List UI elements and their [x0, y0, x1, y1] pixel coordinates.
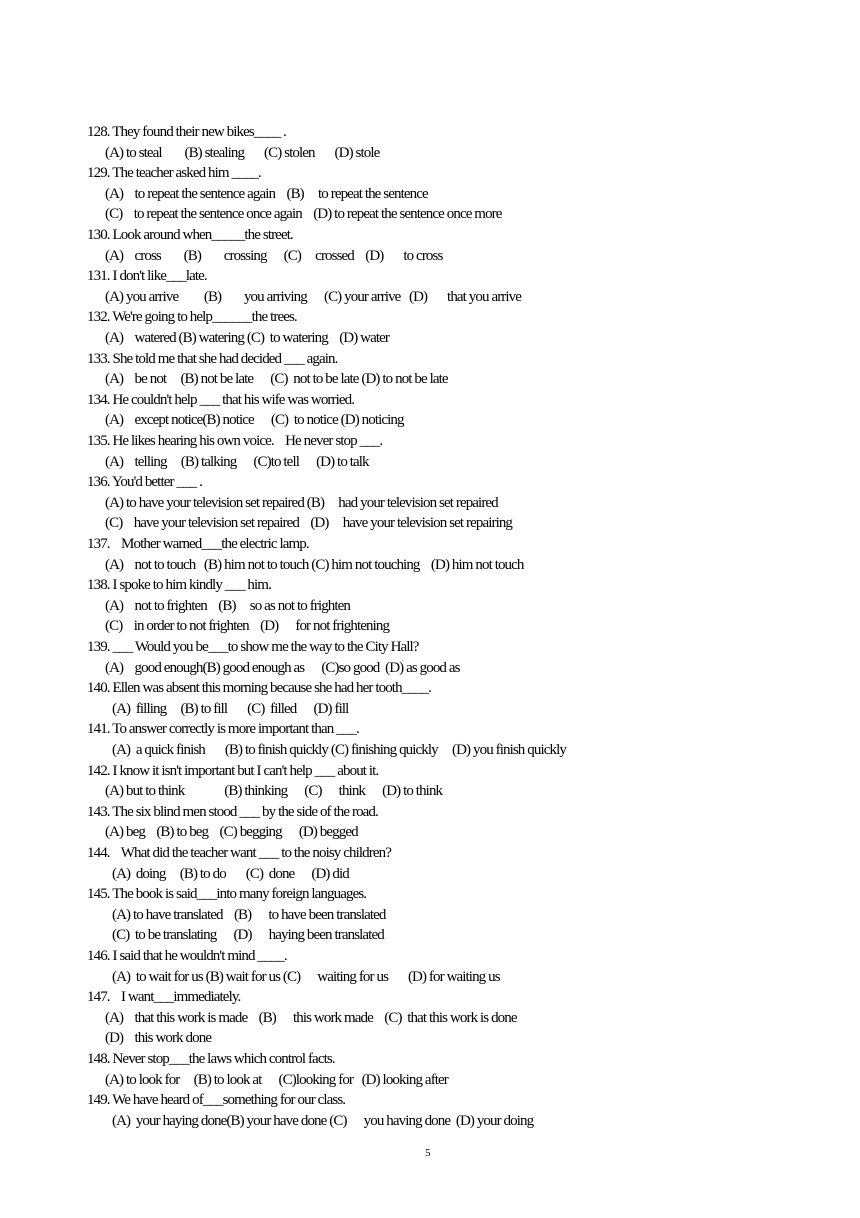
- answer-options: (A) to wait for us (B) wait for us (C) waiting for us (D) for waiting us: [112, 968, 500, 985]
- answer-options: (A) doing (B) to do (C) done (D) did: [112, 865, 349, 882]
- answer-options: (C) to be translating (D) haying been translated: [112, 927, 384, 944]
- question-stem: 128. They found their new bikes____ .: [87, 124, 286, 140]
- answer-options: (A) to steal (B) stealing (C) stolen (D) stole: [105, 144, 380, 161]
- question-stem: 148. Never stop___the laws which control facts.: [87, 1051, 335, 1067]
- answer-options: (A) telling (B) talking (C)to tell (D) to talk: [105, 453, 369, 470]
- answer-options: (A) watered (B) watering (C) to watering (D) water: [105, 330, 389, 346]
- question-stem: 132. We're going to help______the trees.: [87, 309, 297, 326]
- question-stem: 141. To answer correctly is more important than ___.: [87, 721, 359, 738]
- answer-options: (A) not to frighten (B) so as not to frighten: [105, 597, 351, 614]
- question-stem: 142. I know it isn't important but I can't help ___ about it.: [87, 762, 379, 779]
- answer-options: (A) to have your television set repaired (B) had your television set repaired: [105, 494, 498, 511]
- question-stem: 144. What did the teacher want ___ to the noisy children?: [87, 845, 391, 861]
- answer-options: (C) to repeat the sentence once again (D) to repeat the sentence once more: [105, 206, 502, 223]
- answer-options: (A) not to touch (B) him not to touch (C) him not touching (D) him not touch: [105, 556, 524, 573]
- answer-options: (A) except notice(B) notice (C) to notice (D) noticing: [105, 412, 404, 429]
- question-stem: 131. I don't like___late.: [87, 268, 207, 285]
- answer-options: (D) this work done: [105, 1030, 212, 1047]
- question-stem: 145. The book is said___into many foreign languages.: [87, 886, 367, 903]
- answer-options: (A) your haying done(B) your have done (C) you having done (D) your doing: [112, 1112, 534, 1129]
- answer-options: (A) a quick finish (B) to finish quickly (C) finishing quickly (D) you finish quickly: [112, 742, 566, 758]
- question-stem: 130. Look around when_____the street.: [87, 227, 293, 243]
- answer-options: (A) you arrive (B) you arriving (C) your arrive (D) that you arrive: [105, 288, 522, 305]
- question-stem: 138. I spoke to him kindly ___ him.: [87, 577, 271, 594]
- answer-options: (A) to look for (B) to look at (C)looking for (D) looking after: [105, 1071, 448, 1088]
- answer-options: (C) in order to not frighten (D) for not frightening: [105, 618, 390, 635]
- question-stem: 136. You'd better ___ .: [87, 474, 202, 491]
- question-stem: 129. The teacher asked him ____.: [87, 165, 261, 182]
- question-stem: 134. He couldn't help ___ that his wife was worried.: [87, 391, 355, 408]
- question-stem: 143. The six blind men stood ___ by the side of the road.: [87, 803, 378, 820]
- question-stem: 147. I want___immediately.: [87, 989, 241, 1006]
- answer-options: (A) be not (B) not be late (C) not to be late (D) to not be late: [105, 371, 448, 388]
- question-stem: 140. Ellen was absent this morning because she had her tooth____.: [87, 680, 431, 697]
- answer-options: (A) beg (B) to beg (C) begging (D) begged: [105, 824, 358, 841]
- question-stem: 146. I said that he wouldn't mind ____.: [87, 948, 287, 964]
- answer-options: (A) to repeat the sentence again (B) to repeat the sentence: [105, 185, 428, 202]
- answer-options: (A) that this work is made (B) this work made (C) that this work is done: [105, 1009, 517, 1026]
- question-stem: 135. He likes hearing his own voice. He never stop ___.: [87, 433, 383, 449]
- question-stem: 139. ___ Would you be___to show me the way to the City Hall?: [87, 639, 419, 655]
- answer-options: (A) cross (B) crossing (C) crossed (D) to cross: [105, 247, 443, 264]
- answer-options: (C) have your television set repaired (D) have your television set repairing: [105, 515, 513, 532]
- question-stem: 133. She told me that she had decided ___ again.: [87, 350, 338, 367]
- answer-options: (A) but to think (B) thinking (C) think (D) to think: [105, 783, 443, 800]
- answer-options: (A) good enough(B) good enough as (C)so good (D) as good as: [105, 659, 460, 676]
- page-number: 5: [425, 1147, 431, 1159]
- answer-options: (A) filling (B) to fill (C) filled (D) fill: [112, 700, 349, 717]
- question-stem: 137. Mother warned___the electric lamp.: [87, 536, 309, 552]
- question-stem: 149. We have heard of___something for our class.: [87, 1092, 346, 1109]
- answer-options: (A) to have translated (B) to have been translated: [112, 906, 386, 923]
